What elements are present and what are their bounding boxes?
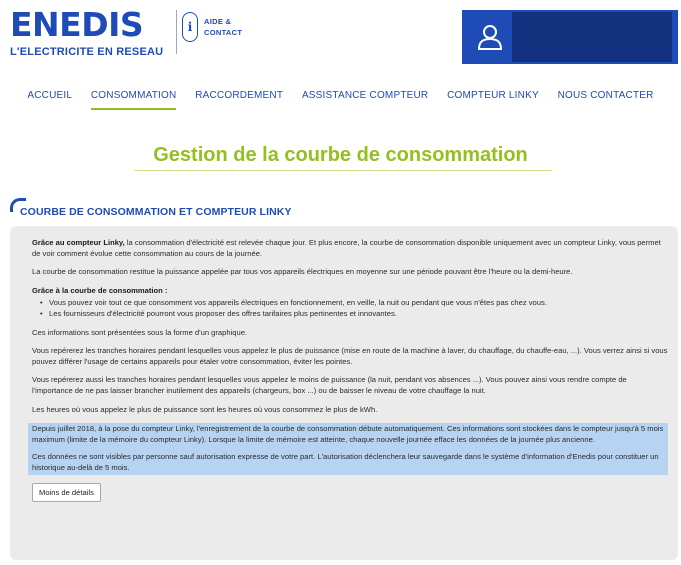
title-underline [134,170,552,171]
graph-paragraph: Ces informations sont présentées sous la forme d'un graphique. [32,327,248,337]
enedis-logo[interactable] [10,5,170,64]
account-panel[interactable] [512,12,672,62]
help-contact-link[interactable] [182,12,242,42]
less-details-button[interactable]: Moins de détails [32,483,101,502]
privacy-paragraph: Ces données ne sont visibles par personne sauf autorisation expresse de votre part. L'autorisation déclenchera leur sauvegarde dans le système d'information d'Enedis pour constituer un historique au-delà de 5 mois. [32,452,659,472]
header-divider [176,10,177,54]
low-paragraph: Vous repérerez aussi les tranches horaires pendant lesquelles vous appelez le moins de puissance (la nuit, pendant vos absences ...). Vous pouvez ainsi vous rendre compte de l'importance de ne pas laisser brancher inutilement des appareils (chargeurs, box ...) ou de baisser le niveau de votre chauffage la nuit. [32,375,627,395]
list-item: • Vous pouvez voir tout ce que consomment vos appareils électriques en fonctionnement, en veille, la nuit ou pendant que vous n'êtes pas chez vous. [40,298,668,309]
selected-text-block [28,423,668,474]
account-area[interactable] [462,10,678,64]
main-nav [0,90,681,110]
kwh-paragraph: Les heures où vous appelez le plus de puissance sont les heures où vous consommez le plus de kWh. [32,404,378,414]
logo-tagline: L'ELECTRICITE EN RESEAU [10,46,164,58]
info-icon: i [182,12,198,42]
benefits-heading: Grâce à la courbe de consommation : [32,285,168,295]
content-panel [10,226,678,560]
list-item: • Les fournisseurs d'électricité pourront vous proposer des offres tarifaires plus pertinentes et innovantes. [40,309,668,320]
section-title: COURBE DE CONSOMMATION ET COMPTEUR LINKY [20,206,292,218]
nav-item-accueil[interactable]: ACCUEIL [27,90,73,101]
nav-item-consommation[interactable]: CONSOMMATION [91,90,177,110]
nav-item-raccordement[interactable]: RACCORDEMENT [195,90,284,101]
power-paragraph: La courbe de consommation restitue la puissance appelée par tous vos appareils électriques en moyenne sur une période pouvant être l'heure ou la demi-heure. [32,267,573,277]
storage-paragraph: Depuis juillet 2018, à la pose du compteur Linky, l'enregistrement de la courbe de consommation débute automatiquement. Ces informations sont stockées dans le compteur jusqu'à 5 mois maximum (limite de la mémoire du compteur Linky). Lorsque la limite de mémoire est atteinte, chaque nouvelle journée efface les données de la journée plus ancienne. [32,424,664,444]
benefits-list [40,298,668,319]
user-icon [476,23,504,51]
logo-wordmark: ENEDIS [10,5,144,44]
page-title: Gestion de la courbe de consommation [153,144,528,166]
nav-item-assistance-compteur[interactable]: ASSISTANCE COMPTEUR [301,90,429,101]
help-contact-label: AIDE & CONTACT [204,17,243,37]
site-header [0,0,681,80]
intro-paragraph: Grâce au compteur Linky, la consommation d'électricité est relevée chaque jour. Et plus encore, la courbe de consommation disponible uniquement avec un compteur Linky, vous permet de voir comment évolue cette consommation au cours de la journée. [32,238,661,258]
nav-item-nous-contacter[interactable]: NOUS CONTACTER [557,90,654,101]
peak-paragraph: Vous repérerez les tranches horaires pendant lesquelles vous appelez le plus de puissance (mise en route de la machine à laver, du chauffage, du chauffe-eau, ...). Vous verrez ainsi si vous pouvez différer l'usage de certains appareils pour étaler votre consommation, éviter les pointes. [32,346,668,366]
nav-item-compteur-linky[interactable]: COMPTEUR LINKY [447,90,539,101]
